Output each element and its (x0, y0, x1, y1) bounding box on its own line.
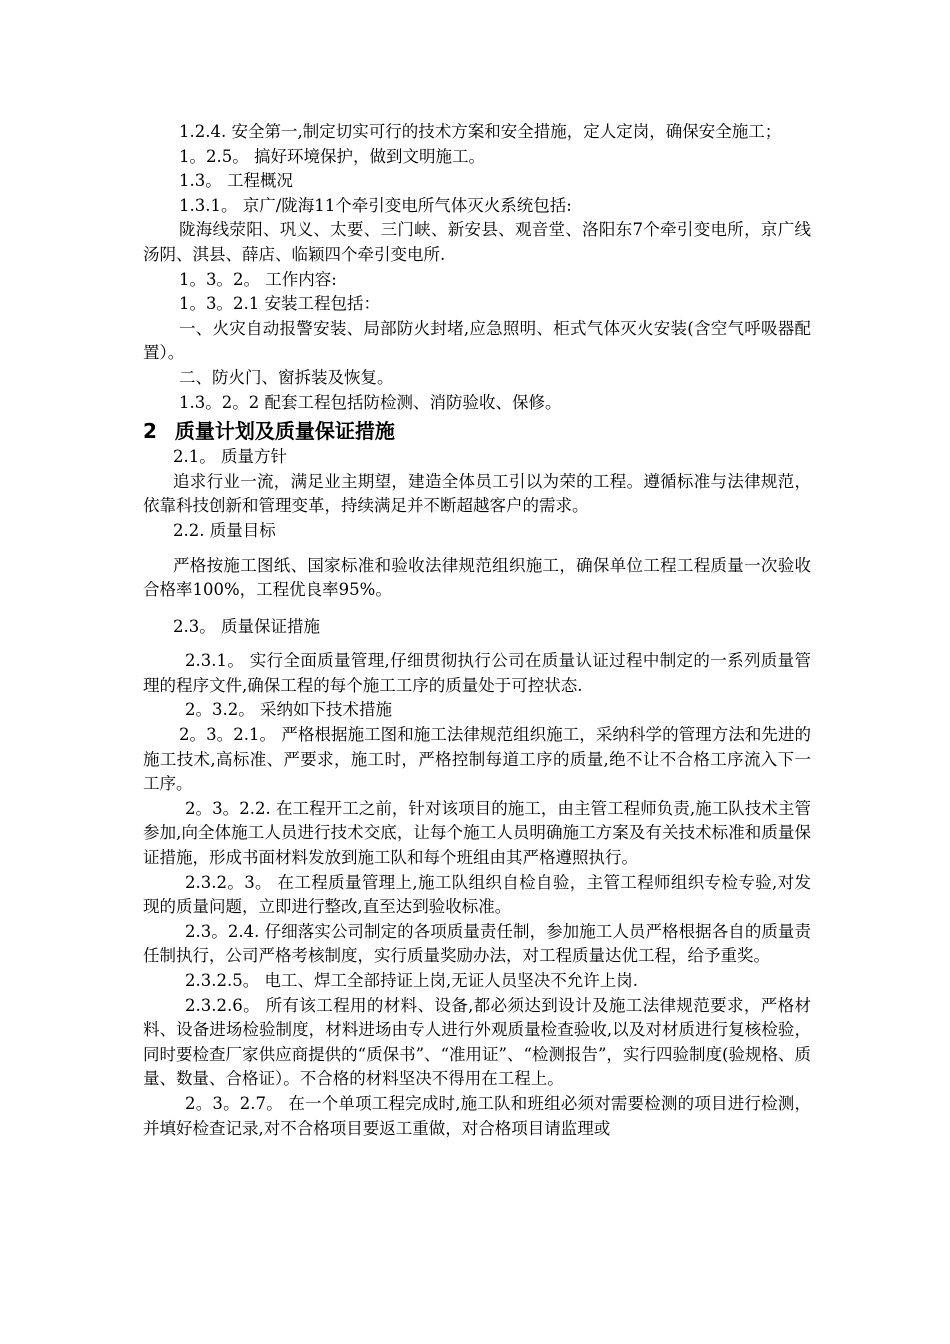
paragraph-1-2-4: 1.2.4. 安全第一,制定切实可行的技术方案和安全措施，定人定岗，确保安全施工； (179, 122, 782, 141)
heading-1-3-2: 1。3。2。 工作内容: (179, 269, 337, 289)
document-body (143, 120, 811, 1141)
heading-1-3-2-1: 1。3。2.1 安装工程包括： (179, 294, 380, 314)
paragraph-quality-policy: 追求行业一流，满足业主期望，建造全体员工引以为荣的工程。遵循标准与法律规范，依靠科技创新和管理变革，持续满足并不断超越客户的需求。 (143, 471, 811, 516)
paragraph-2-3-2-7: 2。3。2.7。 在一个单项工程完成时,施工队和班组必须对需要检测的项目进行检测，并填好检查记录,对不合格项目要返工重做，对合格项目请监理或 (143, 1093, 811, 1138)
heading-2-1: 2.1。 质量方针 (173, 447, 287, 467)
paragraph-1-3-2-2: 1.3。2。2 配套工程包括防检测、消防验收、保修。 (179, 392, 562, 412)
paragraph-2-3-2-2: 2。3。2.2. 在工程开工之前，针对该项目的施工，由主管工程师负责,施工队技术主管参加,向全体施工人员进行技术交底，让每个施工人员明确施工方案及有关技术标准和质量保证措施，形成书面材料发放到施工队和每个班组由其严格遵照执行。 (143, 798, 811, 868)
paragraph-2-3-2-3: 2.3.2。3。 在工程质量管理上,施工队组织自检自验，主管工程师组织专检专验,对发现的质量问题，立即进行整改,直至达到验收标准。 (143, 872, 811, 917)
paragraph-install-item-2: 二、防火门、窗拆装及恢复。 (179, 367, 394, 387)
paragraph-2-3-2-5: 2.3.2.5。 电工、焊工全部持证上岗,无证人员坚决不允许上岗. (185, 971, 638, 990)
section-heading-2 (143, 417, 811, 445)
paragraph-install-item-1: 一、火灾自动报警安装、局部防火封堵,应急照明、柜式气体灭火安装(含空气呼吸器配置）。 (143, 318, 811, 363)
heading-2-2: 2.2. 质量目标 (173, 520, 276, 540)
heading-1-3: 1.3。 工程概况 (179, 171, 293, 191)
paragraph-1-3-1: 1.3.1。 京广/陇海11个牵引变电所气体灭火系统包括: (179, 195, 572, 215)
paragraph-2-3-2-1: 2。3。2.1。 严格根据施工图和施工法律规范组织施工，采纳科学的管理方法和先进的施工技术,高标准、严要求，施工时，严格控制每道工序的质量,绝不让不合格工序流入下一工序。 (143, 725, 811, 794)
paragraph-1-2-5: 1。2.5。 搞好环境保护，做到文明施工。 (179, 146, 485, 166)
paragraph-station-list: 陇海线荥阳、巩义、太要、三门峡、新安县、观音堂、洛阳东7个牵引变电所，京广线汤阴、淇县、薛店、临颖四个牵引变电所. (143, 220, 811, 264)
heading-2-3: 2.3。 质量保证措施 (173, 616, 320, 636)
section-title: 质量计划及质量保证措施 (174, 419, 395, 444)
paragraph-quality-target: 严格按施工图纸、国家标准和验收法律规范组织施工，确保单位工程工程质量一次验收合格率100%，工程优良率95%。 (143, 555, 811, 600)
heading-2-3-2: 2。3.2。 采纳如下技术措施 (185, 700, 392, 720)
paragraph-2-3-2-4: 2.3。2.4. 仔细落实公司制定的各项质量责任制，参加施工人员严格根据各自的质量责任制执行，公司严格考核制度，实行质量奖励办法，对工程质量达优工程，给予重奖。 (143, 921, 811, 966)
paragraph-2-3-2-6: 2.3.2.6。 所有该工程用的材料、设备,都必须达到设计及施工法律规范要求，严格材料、设备进场检验制度，材料进场由专人进行外观质量检查验收,以及对材质进行复核检验，同时要检查厂家供应商提供的“质保书”、“准用证”、“检测报告”，实行四验制度(验规格、质量、数量、合格证）。不合格的材料坚决不得用在工程上。 (143, 995, 811, 1089)
paragraph-2-3-1: 2.3.1。 实行全面质量管理,仔细贯彻执行公司在质量认证过程中制定的一系列质量管理的程序文件,确保工程的每个施工工序的质量处于可控状态. (143, 651, 811, 695)
section-number: 2 (143, 419, 157, 444)
